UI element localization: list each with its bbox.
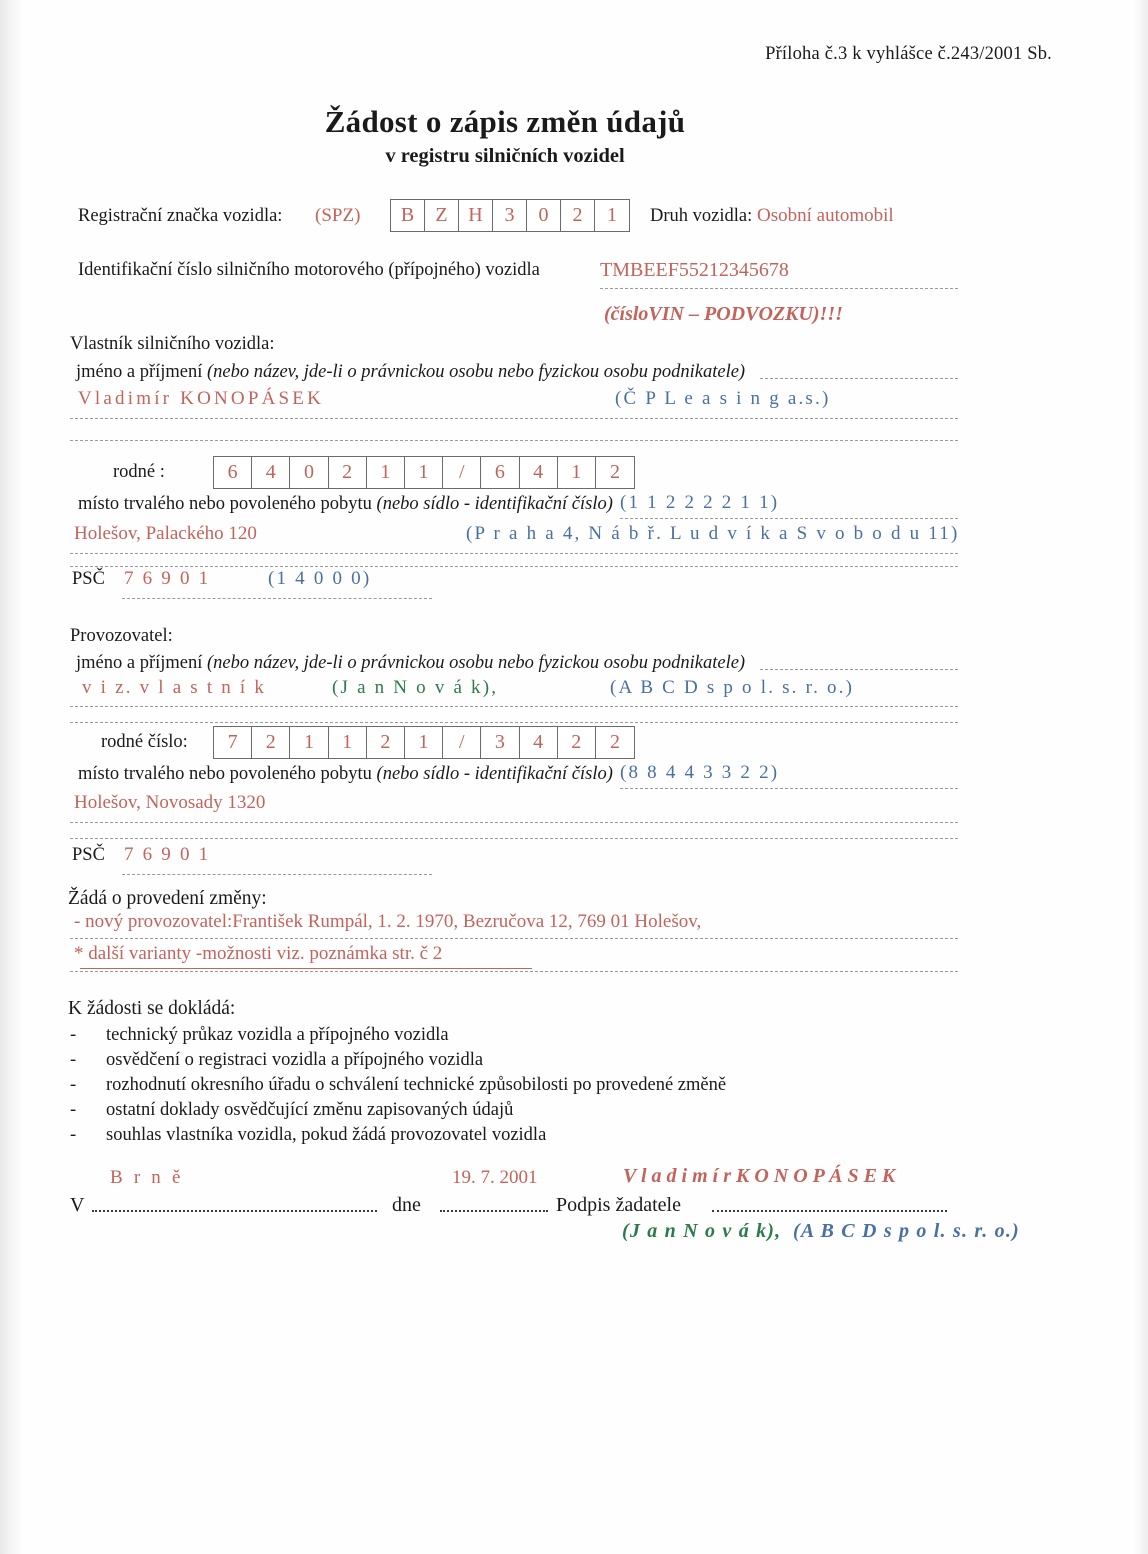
- plate-cell[interactable]: H: [459, 200, 493, 231]
- plate-cells[interactable]: [390, 199, 630, 232]
- operator-zip-label: PSČ: [72, 845, 105, 865]
- attachment-item: rozhodnutí okresního úřadu o schválení technické způsobilosti po provedené změně: [106, 1075, 727, 1095]
- signature-date-prefix: dne: [392, 1194, 421, 1216]
- operator-birth-label: rodné číslo:: [101, 732, 188, 752]
- owner-birth-cell[interactable]: 4: [520, 457, 558, 488]
- owner-residence-label: [78, 494, 613, 515]
- attachment-item: osvědčení o registraci vozidla a přípojného vozidla: [106, 1050, 484, 1070]
- owner-residence-value[interactable]: Holešov, Palackého 120: [74, 523, 257, 544]
- operator-birth-cell[interactable]: 2: [558, 727, 596, 758]
- operator-name-alt-green[interactable]: (J a n N o v á k),: [332, 677, 499, 698]
- owner-name-alt[interactable]: (Č P L e a s i n g a.s.): [615, 388, 831, 409]
- attachments-heading: K žádosti se dokládá:: [68, 998, 236, 1019]
- owner-birth-cell[interactable]: 4: [252, 457, 290, 488]
- change-request-rule-2: [70, 971, 958, 972]
- operator-zip-rule-top: [70, 838, 958, 839]
- owner-zip-alt[interactable]: (1 4 0 0 0): [268, 568, 372, 589]
- signature-alt-green[interactable]: (J a n N o v á k),: [622, 1220, 782, 1242]
- operator-birth-cell[interactable]: 7: [214, 727, 252, 758]
- operator-residence-label-italic: (nebo sídlo - identifikační číslo): [376, 764, 613, 784]
- operator-residence-label-plain: místo trvalého nebo povoleného pobytu: [78, 764, 377, 784]
- operator-birth-cells[interactable]: [213, 726, 635, 759]
- operator-residence-rule: [70, 822, 958, 823]
- plate-cell[interactable]: 3: [493, 200, 527, 231]
- owner-residence-label-italic: (nebo sídlo - identifikační číslo): [376, 494, 613, 514]
- change-request-underline: [80, 968, 532, 969]
- operator-name-value[interactable]: v i z. v l a s t n í k: [82, 677, 267, 698]
- operator-zip-rule: [122, 874, 432, 875]
- operator-name-rule-2: [70, 722, 958, 723]
- operator-section-label: Provozovatel:: [70, 626, 173, 646]
- plate-cell[interactable]: 1: [607, 204, 617, 226]
- operator-birth-cell[interactable]: 3: [481, 727, 519, 758]
- owner-name-value[interactable]: Vladimír KONOPÁSEK: [78, 388, 325, 409]
- owner-birth-cell[interactable]: 0: [290, 457, 328, 488]
- vehicle-type-value[interactable]: Osobní automobil: [757, 205, 894, 226]
- owner-name-label: [76, 362, 745, 383]
- owner-name-rule-top: [760, 378, 958, 379]
- owner-birth-cell[interactable]: 2: [609, 461, 620, 483]
- signature-date-value[interactable]: 19. 7. 2001: [452, 1167, 538, 1188]
- owner-residence-rule: [70, 553, 958, 554]
- owner-birth-cell[interactable]: 2: [329, 457, 367, 488]
- attachment-item: souhlas vlastníka vozidla, pokud žádá provozovatel vozidla: [106, 1125, 547, 1145]
- vin-rule: [600, 288, 958, 289]
- signature-dots: [712, 1210, 947, 1212]
- signature-place-value[interactable]: B r n ě: [110, 1167, 184, 1188]
- vin-label: Identifikační číslo silničního motorového (přípojného) vozidla: [78, 260, 540, 280]
- owner-section-label: Vlastník silničního vozidla:: [70, 334, 275, 354]
- plate-cell[interactable]: 2: [561, 200, 595, 231]
- owner-zip-label: PSČ: [72, 569, 105, 589]
- vehicle-type-label: Druh vozidla:: [650, 206, 753, 226]
- signature-alt-blue[interactable]: (A B C D s p o l. s. r. o.): [793, 1220, 1020, 1242]
- owner-name-rule-2: [70, 440, 958, 441]
- signature-label: Podpis žadatele: [556, 1194, 681, 1216]
- document-reference: Příloha č.3 k vyhlášce č.243/2001 Sb.: [765, 44, 1052, 64]
- vin-note: (čísloVIN – PODVOZKU)!!!: [604, 303, 843, 325]
- owner-birth-cell[interactable]: 1: [405, 457, 443, 488]
- operator-residence-rule-top: [620, 788, 958, 789]
- change-request-heading: Žádá o provedení změny:: [68, 888, 267, 909]
- signature-date-dots: [440, 1210, 548, 1212]
- owner-zip-value[interactable]: 7 6 9 0 1: [124, 568, 211, 589]
- owner-birth-cell[interactable]: 6: [214, 457, 252, 488]
- plate-label: Registrační značka vozidla:: [78, 206, 283, 226]
- operator-residence-id-alt[interactable]: (8 8 4 4 3 3 2 2): [620, 762, 780, 783]
- owner-birth-cell[interactable]: 1: [367, 457, 405, 488]
- page-title: Žádost o zápis změn údajů: [324, 104, 686, 139]
- plate-cell[interactable]: Z: [425, 200, 459, 231]
- operator-birth-cell[interactable]: 2: [367, 727, 405, 758]
- operator-birth-cell[interactable]: 1: [290, 727, 328, 758]
- plate-cell[interactable]: 0: [527, 200, 561, 231]
- attachment-item: technický průkaz vozidla a přípojného vozidla: [106, 1025, 449, 1045]
- operator-name-label-plain: jméno a příjmení: [76, 653, 208, 673]
- attachment-bullet: -: [70, 1125, 77, 1145]
- owner-residence-rule-top: [620, 518, 958, 519]
- attachment-bullet: -: [70, 1050, 77, 1070]
- operator-name-rule-top: [760, 669, 958, 670]
- operator-zip-value[interactable]: 7 6 9 0 1: [124, 844, 211, 865]
- signature-place-dots: [92, 1210, 377, 1212]
- operator-residence-value[interactable]: Holešov, Novosady 1320: [74, 792, 266, 813]
- operator-birth-cell[interactable]: 1: [405, 727, 443, 758]
- owner-residence-alt[interactable]: (P r a h a 4, N á b ř. L u d v í k a S v o b o d u 11): [466, 523, 960, 544]
- plate-hint: (SPZ): [315, 205, 361, 226]
- operator-birth-cell[interactable]: 1: [329, 727, 367, 758]
- owner-zip-rule: [122, 598, 432, 599]
- owner-birth-cell[interactable]: 6: [481, 457, 519, 488]
- owner-name-label-italic: (nebo název, jde-li o právnickou osobu nebo fyzickou osobu podnikatele): [207, 362, 746, 382]
- attachment-bullet: -: [70, 1100, 77, 1120]
- owner-birth-label: rodné :: [113, 462, 165, 482]
- owner-birth-cells[interactable]: [213, 456, 635, 489]
- operator-birth-cell[interactable]: 2: [252, 727, 290, 758]
- operator-birth-separator: /: [443, 727, 481, 758]
- operator-name-label: [76, 653, 745, 674]
- change-request-line-1[interactable]: - nový provozovatel:František Rumpál, 1. 2. 1970, Bezručova 12, 769 01 Holešov,: [74, 911, 702, 932]
- owner-name-rule: [70, 418, 958, 419]
- operator-name-rule: [70, 706, 958, 707]
- change-request-line-2[interactable]: * další varianty -možnosti viz. poznámka str. č 2: [74, 943, 443, 964]
- signature-value[interactable]: V l a d i m í r K O N O P Á S E K: [623, 1165, 896, 1187]
- operator-residence-label: [78, 764, 613, 785]
- signature-place-prefix: V: [70, 1194, 85, 1216]
- attachment-item: ostatní doklady osvědčující změnu zapisovaných údajů: [106, 1100, 514, 1120]
- operator-name-alt-blue[interactable]: (A B C D s p o l. s. r. o.): [610, 677, 855, 698]
- owner-residence-label-plain: místo trvalého nebo povoleného pobytu: [78, 494, 377, 514]
- change-request-rule-1: [70, 938, 958, 939]
- owner-residence-id-alt[interactable]: (1 1 2 2 2 2 1 1): [620, 492, 780, 513]
- attachment-bullet: -: [70, 1075, 77, 1095]
- plate-cell[interactable]: B: [391, 200, 425, 231]
- operator-birth-cell[interactable]: 2: [609, 731, 620, 753]
- page-subtitle: v registru silničních vozidel: [385, 145, 625, 167]
- operator-birth-cell[interactable]: 4: [520, 727, 558, 758]
- operator-name-label-italic: (nebo název, jde-li o právnickou osobu nebo fyzickou osobu podnikatele): [207, 653, 746, 673]
- attachment-bullet: -: [70, 1025, 77, 1045]
- owner-birth-cell[interactable]: 1: [558, 457, 596, 488]
- owner-birth-separator: /: [443, 457, 481, 488]
- vin-value[interactable]: TMBEEF55212345678: [600, 259, 789, 281]
- owner-zip-rule-top: [70, 566, 958, 567]
- owner-name-label-plain: jméno a příjmení: [76, 362, 208, 382]
